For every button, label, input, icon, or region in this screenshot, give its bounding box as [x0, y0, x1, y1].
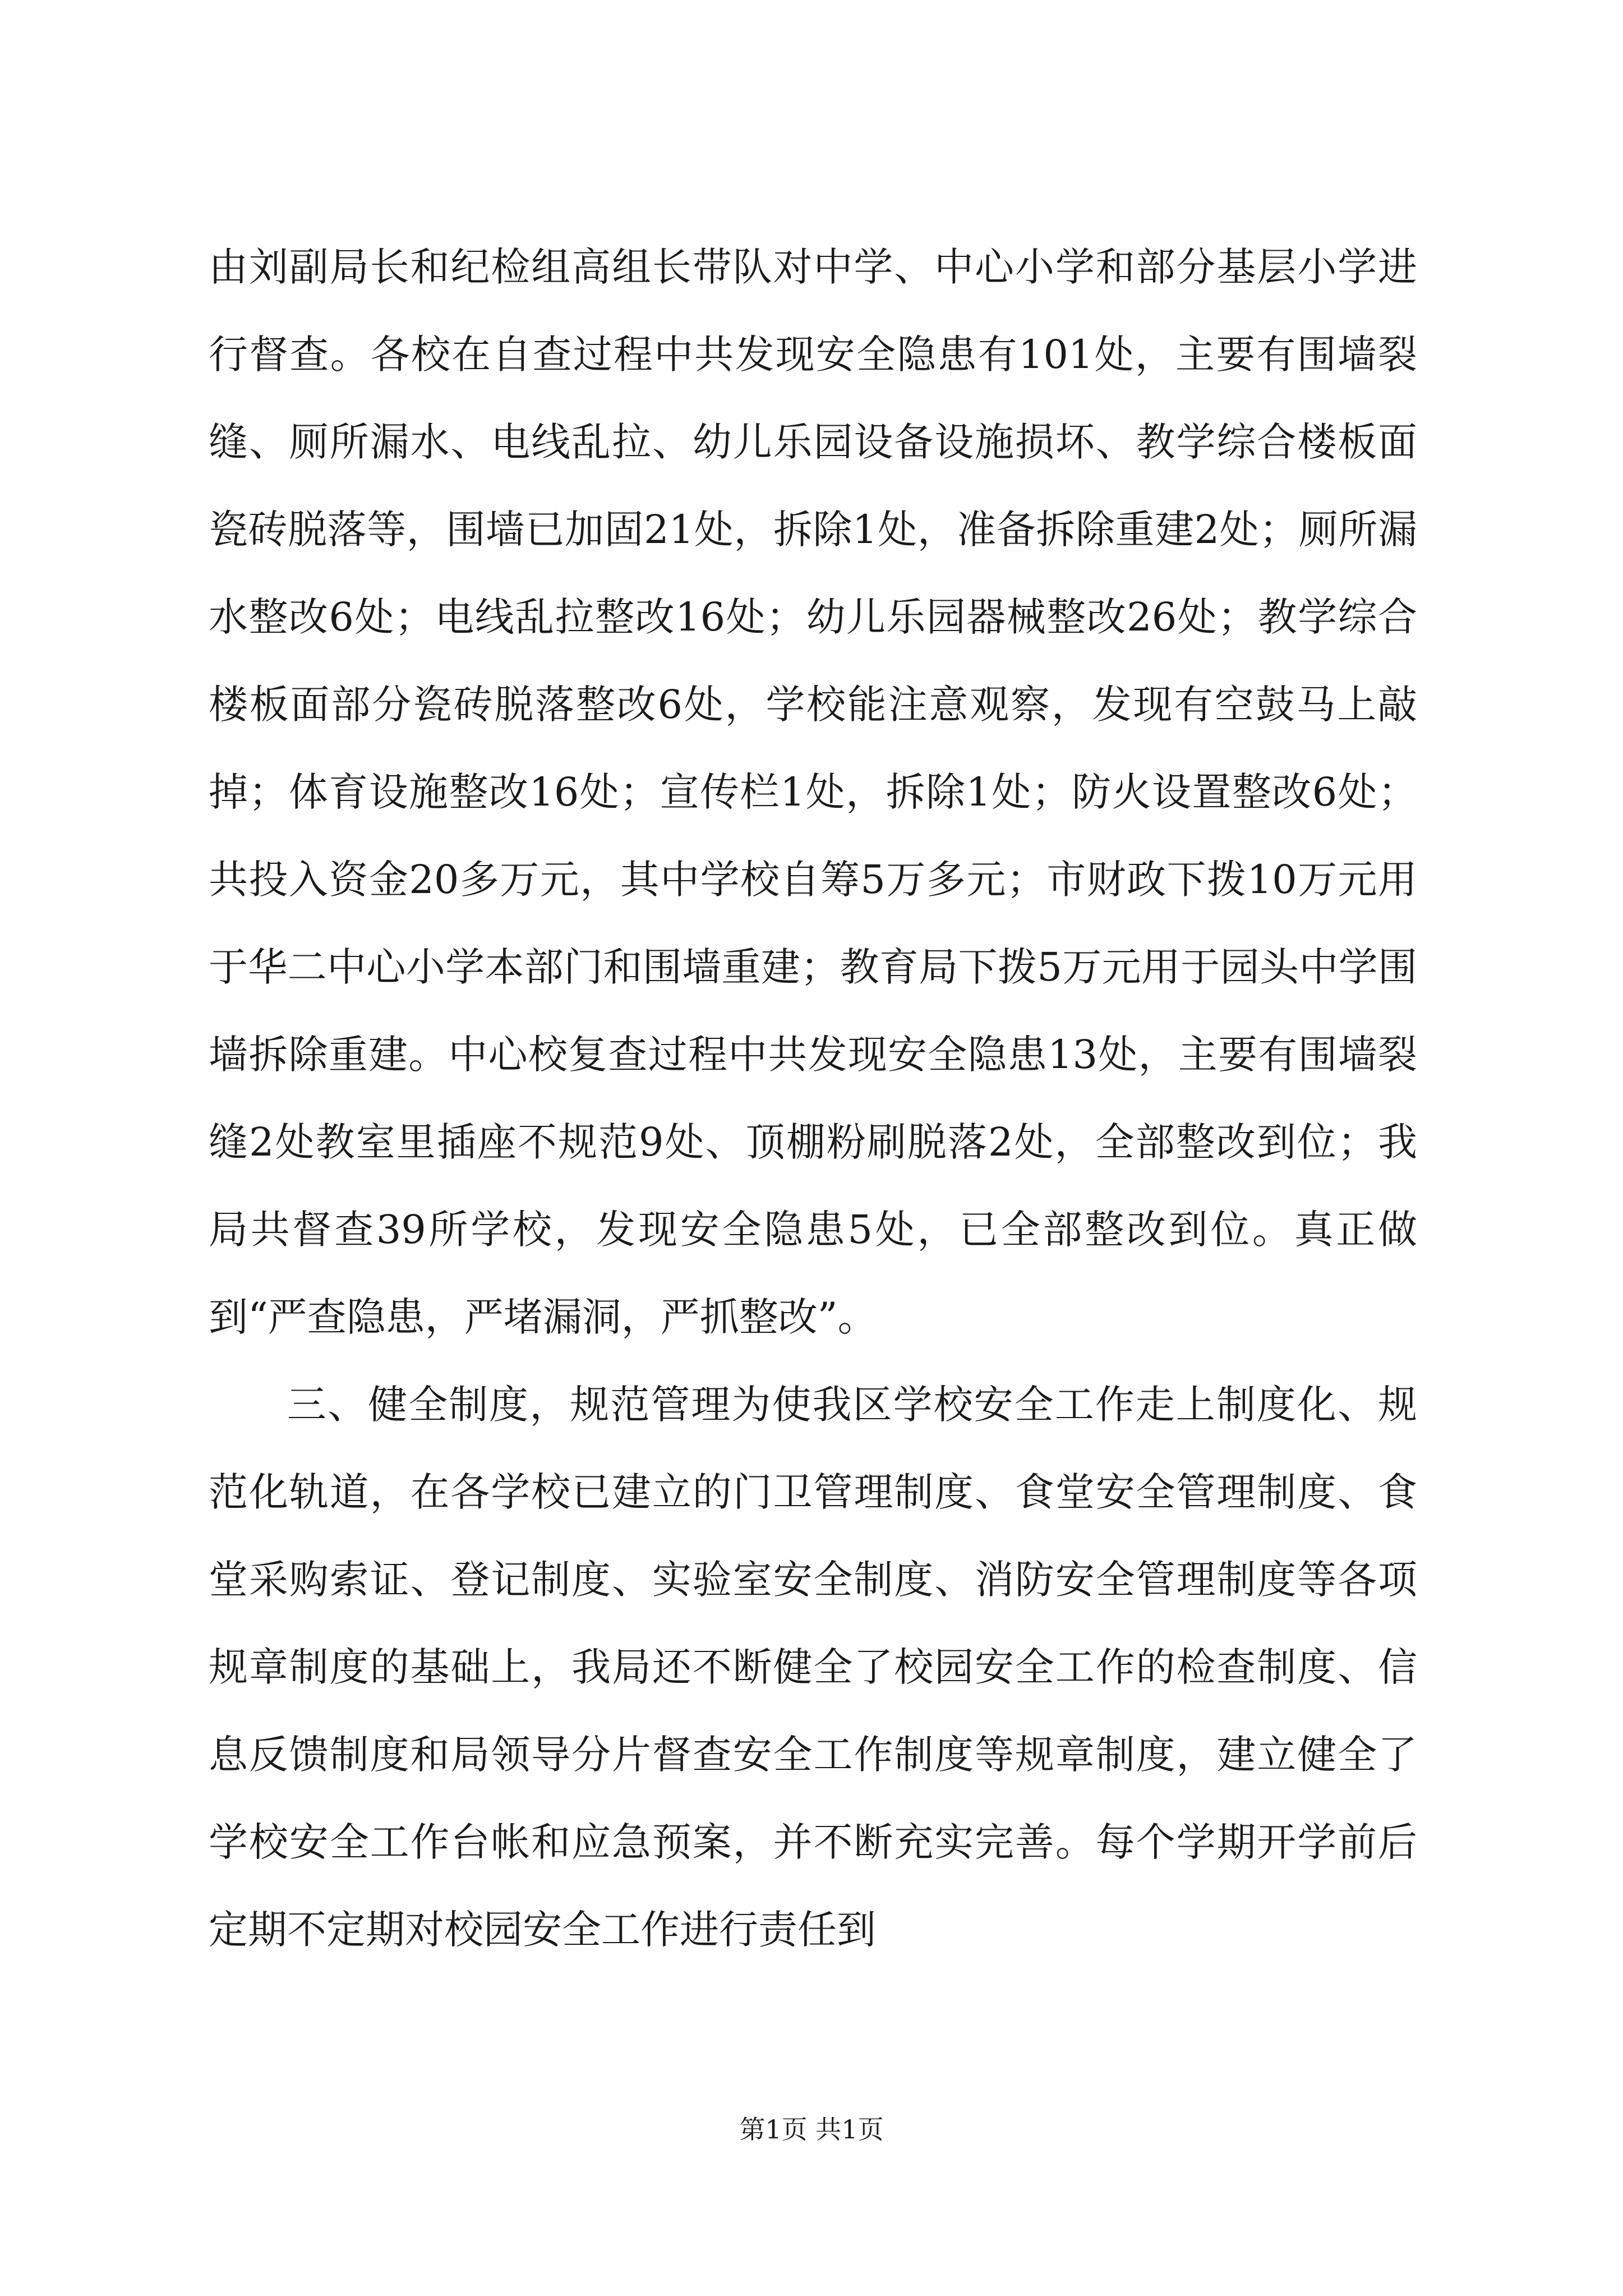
paragraph-inspection-results: 由刘副局长和纪检组高组长带队对中学、中心小学和部分基层小学进行督查。各校在自查过程中共发现安全隐患有101处，主要有围墙裂缝、厕所漏水、电线乱拉、幼儿乐园设备设施损坏、教学综合楼板面瓷砖脱落等，围墙已加固21处，拆除1处，准备拆除重建2处；厕所漏水整改6处；电线乱拉整改16处；幼儿乐园器械整改26处；教学综合楼板面部分瓷砖脱落整改6处，学校能注意观察，发现有空鼓马上敲掉；体育设施整改16处；宣传栏1处，拆除1处；防火设置整改6处；共投入资金20多万元，其中学校自筹5万多元；市财政下拨10万元用于华二中心小学本部门和围墙重建；教育局下拨5万元用于园头中学围墙拆除重建。中心校复查过程中共发现安全隐患13处，主要有围墙裂缝2处教室里插座不规范9处、顶棚粉刷脱落2处，全部整改到位；我局共督查39所学校，发现安全隐患5处，已全部整改到位。真正做到“严查隐患，严堵漏洞，严抓整改”。	[209, 244, 1417, 1340]
page-footer: 第1页 共1页	[739, 2114, 884, 2145]
document-body	[209, 223, 1417, 1973]
paragraph-section-three: 三、健全制度，规范管理为使我区学校安全工作走上制度化、规范化轨道，在各学校已建立的门卫管理制度、食堂安全管理制度、食堂采购索证、登记制度、实验室安全制度、消防安全管理制度等各项规章制度的基础上，我局还不断健全了校园安全工作的检查制度、信息反馈制度和局领导分片督查安全工作制度等规章制度，建立健全了学校安全工作台帐和应急预案，并不断充实完善。每个学期开学前后定期不定期对校园安全工作进行责任到	[209, 1382, 1417, 1953]
